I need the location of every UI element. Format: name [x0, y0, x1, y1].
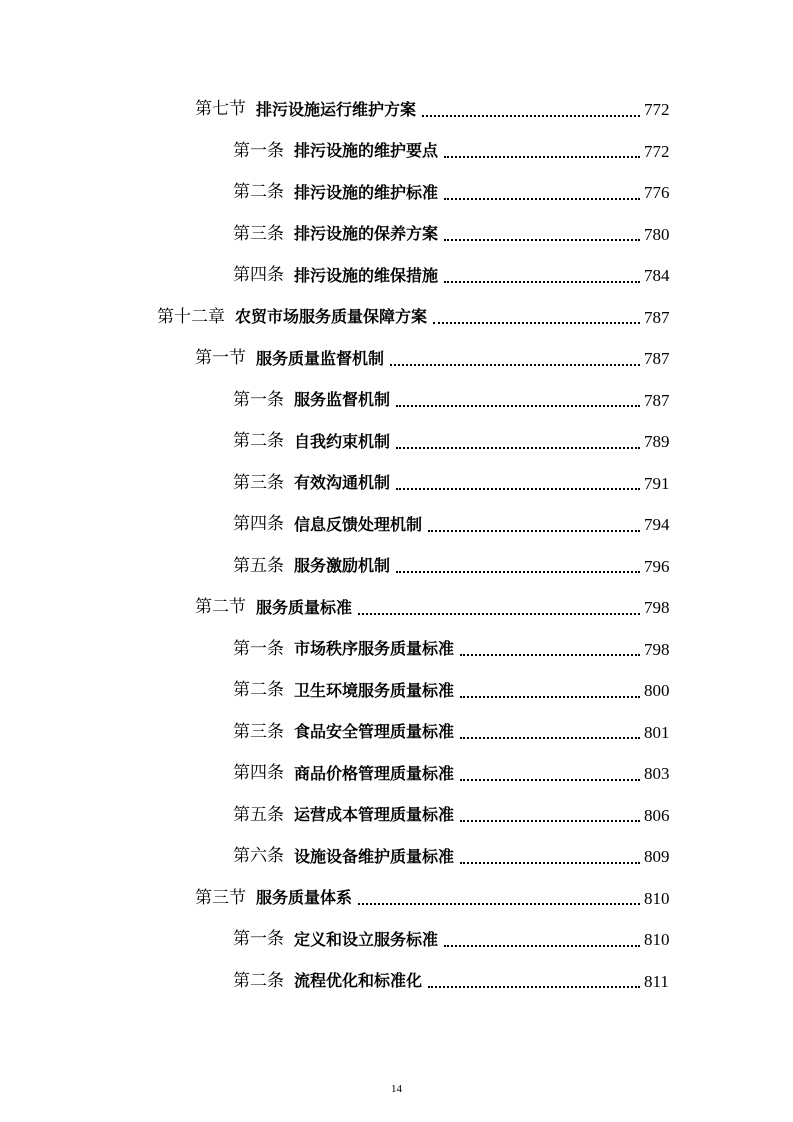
- toc-entry-title: 服务激励机制: [294, 556, 391, 576]
- toc-entry-label: 第十二章: [157, 306, 225, 327]
- toc-entry-page: 794: [644, 515, 670, 535]
- toc-entry-label: 第二节: [195, 597, 246, 618]
- toc-entry-label: 第一条: [233, 929, 284, 950]
- dot-leader: [396, 405, 640, 407]
- toc-entry-title: 自我约束机制: [294, 431, 391, 451]
- toc-entry-label: 第二条: [233, 182, 284, 203]
- toc-entry[interactable]: [0, 878, 793, 920]
- toc-entry-title: 食品安全管理质量标准: [294, 722, 455, 742]
- dot-leader: [460, 737, 640, 739]
- toc-entry-title: 卫生环境服务质量标准: [294, 680, 455, 700]
- toc-entry[interactable]: [0, 712, 793, 754]
- dot-leader: [444, 281, 640, 283]
- toc-entry[interactable]: [0, 255, 793, 297]
- toc-entry[interactable]: [0, 629, 793, 671]
- toc-entry[interactable]: [0, 919, 793, 961]
- toc-entry-label: 第四条: [233, 514, 284, 535]
- toc-entry-label: 第一条: [233, 389, 284, 410]
- dot-leader: [444, 239, 640, 241]
- toc-entry-page: 810: [644, 888, 670, 908]
- toc-entry-title: 服务质量体系: [256, 888, 353, 908]
- dot-leader: [396, 571, 640, 573]
- toc-entry-page: 809: [644, 847, 670, 867]
- toc-entry-label: 第七节: [195, 99, 246, 120]
- toc-entry-page: 772: [644, 141, 670, 161]
- toc-entry-title: 商品价格管理质量标准: [294, 763, 455, 783]
- toc-entry[interactable]: [0, 297, 793, 339]
- dot-leader: [460, 654, 640, 656]
- toc-entry-page: 789: [644, 432, 670, 452]
- toc-entry-title: 市场秩序服务质量标准: [294, 639, 455, 659]
- dot-leader: [460, 862, 640, 864]
- toc-entry-page: 787: [644, 307, 670, 327]
- toc-entry-page: 798: [644, 598, 670, 618]
- toc-entry-page: 772: [644, 100, 670, 120]
- dot-leader: [396, 447, 640, 449]
- toc-entry-page: 811: [644, 971, 669, 991]
- toc-entry-label: 第二条: [233, 431, 284, 452]
- toc-entry-label: 第二条: [233, 970, 284, 991]
- toc-entry-title: 定义和设立服务标准: [294, 929, 439, 949]
- toc-entry-label: 第五条: [233, 804, 284, 825]
- dot-leader: [358, 613, 640, 615]
- toc-entry[interactable]: [0, 546, 793, 588]
- toc-entry[interactable]: [0, 214, 793, 256]
- toc-entry-title: 运营成本管理质量标准: [294, 805, 455, 825]
- toc-entry-page: 776: [644, 183, 670, 203]
- dot-leader: [444, 945, 640, 947]
- dot-leader: [460, 696, 640, 698]
- toc-entry-label: 第四条: [233, 763, 284, 784]
- toc-entry-label: 第二条: [233, 680, 284, 701]
- dot-leader: [390, 364, 640, 366]
- toc-entry-title: 有效沟通机制: [294, 473, 391, 493]
- dot-leader: [422, 115, 640, 117]
- toc-entry[interactable]: [0, 463, 793, 505]
- toc-entry[interactable]: [0, 89, 793, 131]
- toc-entry-page: 780: [644, 224, 670, 244]
- toc-entry-label: 第三条: [233, 223, 284, 244]
- toc-entry-title: 信息反馈处理机制: [294, 514, 423, 534]
- table-of-contents: [0, 89, 793, 1002]
- toc-entry-page: 791: [644, 473, 670, 493]
- toc-entry-label: 第三节: [195, 887, 246, 908]
- toc-entry[interactable]: [0, 670, 793, 712]
- toc-entry-label: 第一条: [233, 140, 284, 161]
- dot-leader: [428, 530, 640, 532]
- dot-leader: [433, 322, 640, 324]
- dot-leader: [460, 820, 640, 822]
- toc-entry-page: 810: [644, 930, 670, 950]
- toc-entry-page: 798: [644, 639, 670, 659]
- toc-entry-label: 第一条: [233, 638, 284, 659]
- toc-entry-label: 第三条: [233, 721, 284, 742]
- toc-entry[interactable]: [0, 753, 793, 795]
- dot-leader: [444, 156, 640, 158]
- toc-entry-title: 排污设施运行维护方案: [256, 99, 417, 119]
- toc-entry[interactable]: [0, 961, 793, 1003]
- toc-entry-title: 服务监督机制: [294, 390, 391, 410]
- toc-entry-page: 803: [644, 764, 670, 784]
- toc-entry-title: 排污设施的维护要点: [294, 141, 439, 161]
- toc-entry[interactable]: [0, 172, 793, 214]
- toc-entry-title: 流程优化和标准化: [294, 971, 423, 991]
- page-number: 14: [391, 1083, 402, 1095]
- toc-entry-label: 第六条: [233, 846, 284, 867]
- dot-leader: [428, 986, 640, 988]
- toc-entry[interactable]: [0, 338, 793, 380]
- toc-entry[interactable]: [0, 587, 793, 629]
- toc-entry-title: 设施设备维护质量标准: [294, 846, 455, 866]
- toc-entry-title: 排污设施的维护标准: [294, 182, 439, 202]
- toc-entry-label: 第五条: [233, 555, 284, 576]
- toc-entry-label: 第一节: [195, 348, 246, 369]
- toc-entry[interactable]: [0, 504, 793, 546]
- toc-entry-page: 806: [644, 805, 670, 825]
- dot-leader: [396, 488, 640, 490]
- toc-entry[interactable]: [0, 795, 793, 837]
- toc-entry-title: 排污设施的维保措施: [294, 265, 439, 285]
- dot-leader: [444, 198, 640, 200]
- toc-entry[interactable]: [0, 131, 793, 173]
- toc-entry[interactable]: [0, 836, 793, 878]
- toc-entry-title: 服务质量标准: [256, 597, 353, 617]
- toc-entry-page: 787: [644, 390, 670, 410]
- toc-entry-page: 787: [644, 349, 670, 369]
- toc-entry-page: 796: [644, 556, 670, 576]
- dot-leader: [358, 903, 640, 905]
- toc-entry-title: 排污设施的保养方案: [294, 224, 439, 244]
- toc-entry-page: 801: [644, 722, 670, 742]
- toc-entry-title: 农贸市场服务质量保障方案: [235, 307, 428, 327]
- toc-entry-title: 服务质量监督机制: [256, 348, 385, 368]
- toc-entry-page: 800: [644, 681, 670, 701]
- toc-entry-label: 第三条: [233, 472, 284, 493]
- toc-entry[interactable]: [0, 380, 793, 422]
- toc-entry-label: 第四条: [233, 265, 284, 286]
- toc-entry-page: 784: [644, 266, 670, 286]
- toc-entry[interactable]: [0, 421, 793, 463]
- dot-leader: [460, 779, 640, 781]
